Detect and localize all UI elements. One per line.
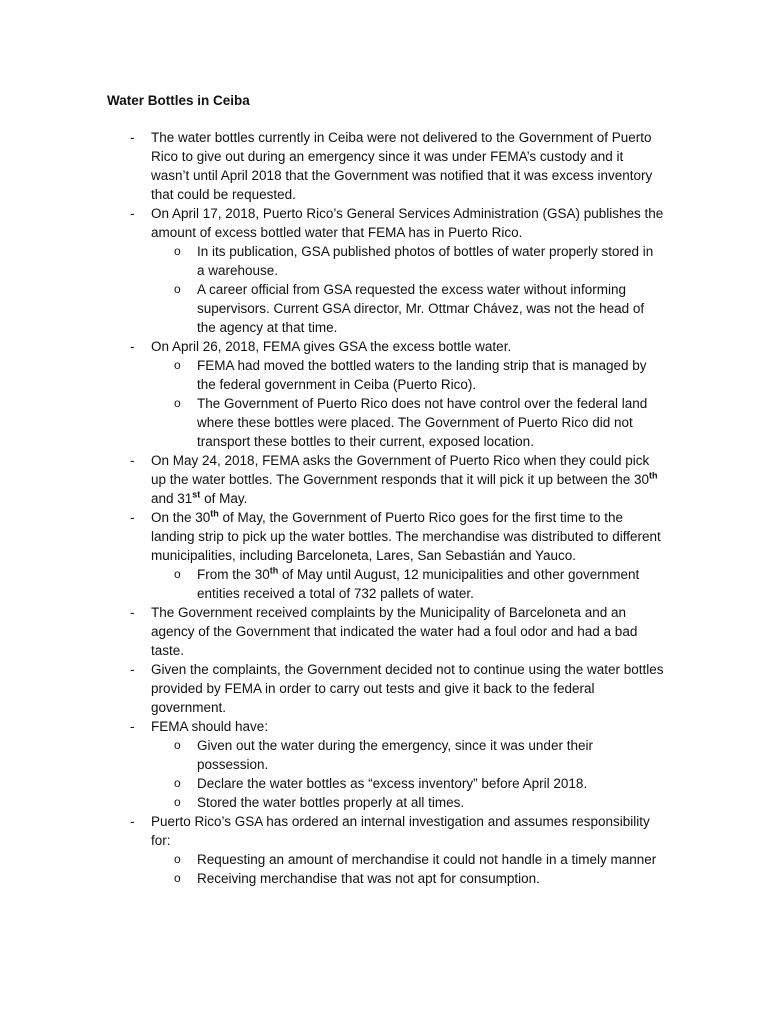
item-text: Puerto Rico’s GSA has ordered an internal investigation and assumes responsibility for: [151, 814, 650, 848]
document-body [0, 128, 768, 888]
item-text: FEMA should have: [151, 719, 269, 734]
dash-bullet: - [130, 339, 135, 354]
dash-bullet: - [130, 719, 135, 734]
dash-bullet: - [130, 453, 135, 468]
sub-list-item [0, 280, 768, 337]
item-text: Requesting an amount of merchandise it could not handle in a timely manner [197, 852, 657, 867]
circle-bullet: o [174, 871, 181, 885]
list-item [0, 717, 768, 736]
item-text: From the 30th of May until August, 12 municipalities and other government entities received a total of 732 pallets of water. [197, 565, 640, 601]
list-item [0, 660, 768, 717]
circle-bullet: o [174, 795, 181, 809]
list-item [0, 603, 768, 660]
item-text: On May 24, 2018, FEMA asks the Government of Puerto Rico when they could pick up the water bottles. The Government responds that it will pick it up between the 30th and 31st of May. [151, 453, 658, 506]
item-text: Declare the water bottles as “excess inventory” before April 2018. [197, 776, 588, 791]
circle-bullet: o [174, 738, 181, 752]
dash-bullet: - [130, 605, 135, 620]
sub-list-item [0, 356, 768, 394]
dash-bullet: - [130, 662, 135, 677]
circle-bullet: o [174, 776, 181, 790]
circle-bullet: o [174, 852, 181, 866]
circle-bullet: o [174, 244, 181, 258]
dash-bullet: - [130, 814, 135, 829]
circle-bullet: o [174, 358, 181, 372]
sub-list-item [0, 242, 768, 280]
item-text: A career official from GSA requested the excess water without informing supervisors. Current GSA director, Mr. Ottmar Chávez, was not the head of the agency at that time. [197, 282, 645, 335]
circle-bullet: o [174, 567, 181, 581]
item-text: On April 26, 2018, FEMA gives GSA the excess bottle water. [151, 339, 512, 354]
dash-bullet: - [130, 130, 135, 145]
item-text: The Government of Puerto Rico does not have control over the federal land where these bottles were placed. The Government of Puerto Rico did not transport these bottles to their current, exposed location. [197, 396, 648, 449]
item-text: Given out the water during the emergency, since it was under their possession. [197, 738, 593, 772]
sub-list-item [0, 736, 768, 774]
document-title: Water Bottles in Ceiba [107, 93, 250, 108]
circle-bullet: o [174, 396, 181, 410]
item-text: The Government received complaints by the Municipality of Barceloneta and an agency of the Government that indicated the water had a foul odor and had a bad taste. [151, 605, 638, 658]
list-item [0, 451, 768, 508]
item-text: On the 30th of May, the Government of Puerto Rico goes for the first time to the landing strip to pick up the water bottles. The merchandise was distributed to different municipalities, including Barceloneta, Lares, San Sebastián and Yauco. [151, 508, 661, 563]
item-text: On April 17, 2018, Puerto Rico’s General Services Administration (GSA) publishes the amount of excess bottled water that FEMA has in Puerto Rico. [151, 206, 664, 240]
item-text: Receiving merchandise that was not apt for consumption. [197, 871, 540, 886]
item-text: Given the complaints, the Government decided not to continue using the water bottles provided by FEMA in order to carry out tests and give it back to the federal government. [151, 662, 664, 715]
list-item [0, 128, 768, 204]
sub-list-item [0, 774, 768, 793]
item-text: FEMA had moved the bottled waters to the landing strip that is managed by the federal government in Ceiba (Puerto Rico). [197, 358, 647, 392]
sub-list-item [0, 869, 768, 888]
sub-list-item [0, 793, 768, 812]
list-item [0, 204, 768, 242]
circle-bullet: o [174, 282, 181, 296]
list-item [0, 812, 768, 850]
dash-bullet: - [130, 206, 135, 221]
sub-list-item [0, 850, 768, 869]
list-item [0, 508, 768, 565]
dash-bullet: - [130, 510, 135, 525]
sub-list-item [0, 565, 768, 603]
item-text: In its publication, GSA published photos of bottles of water properly stored in a warehouse. [197, 244, 654, 278]
list-item [0, 337, 768, 356]
sub-list-item [0, 394, 768, 451]
item-text: Stored the water bottles properly at all times. [197, 795, 465, 810]
item-text: The water bottles currently in Ceiba were not delivered to the Government of Puerto Rico to give out during an emergency since it was under FEMA’s custody and it wasn’t until April 2018 that the Government was notified that it was excess inventory that could be requested. [151, 130, 653, 202]
